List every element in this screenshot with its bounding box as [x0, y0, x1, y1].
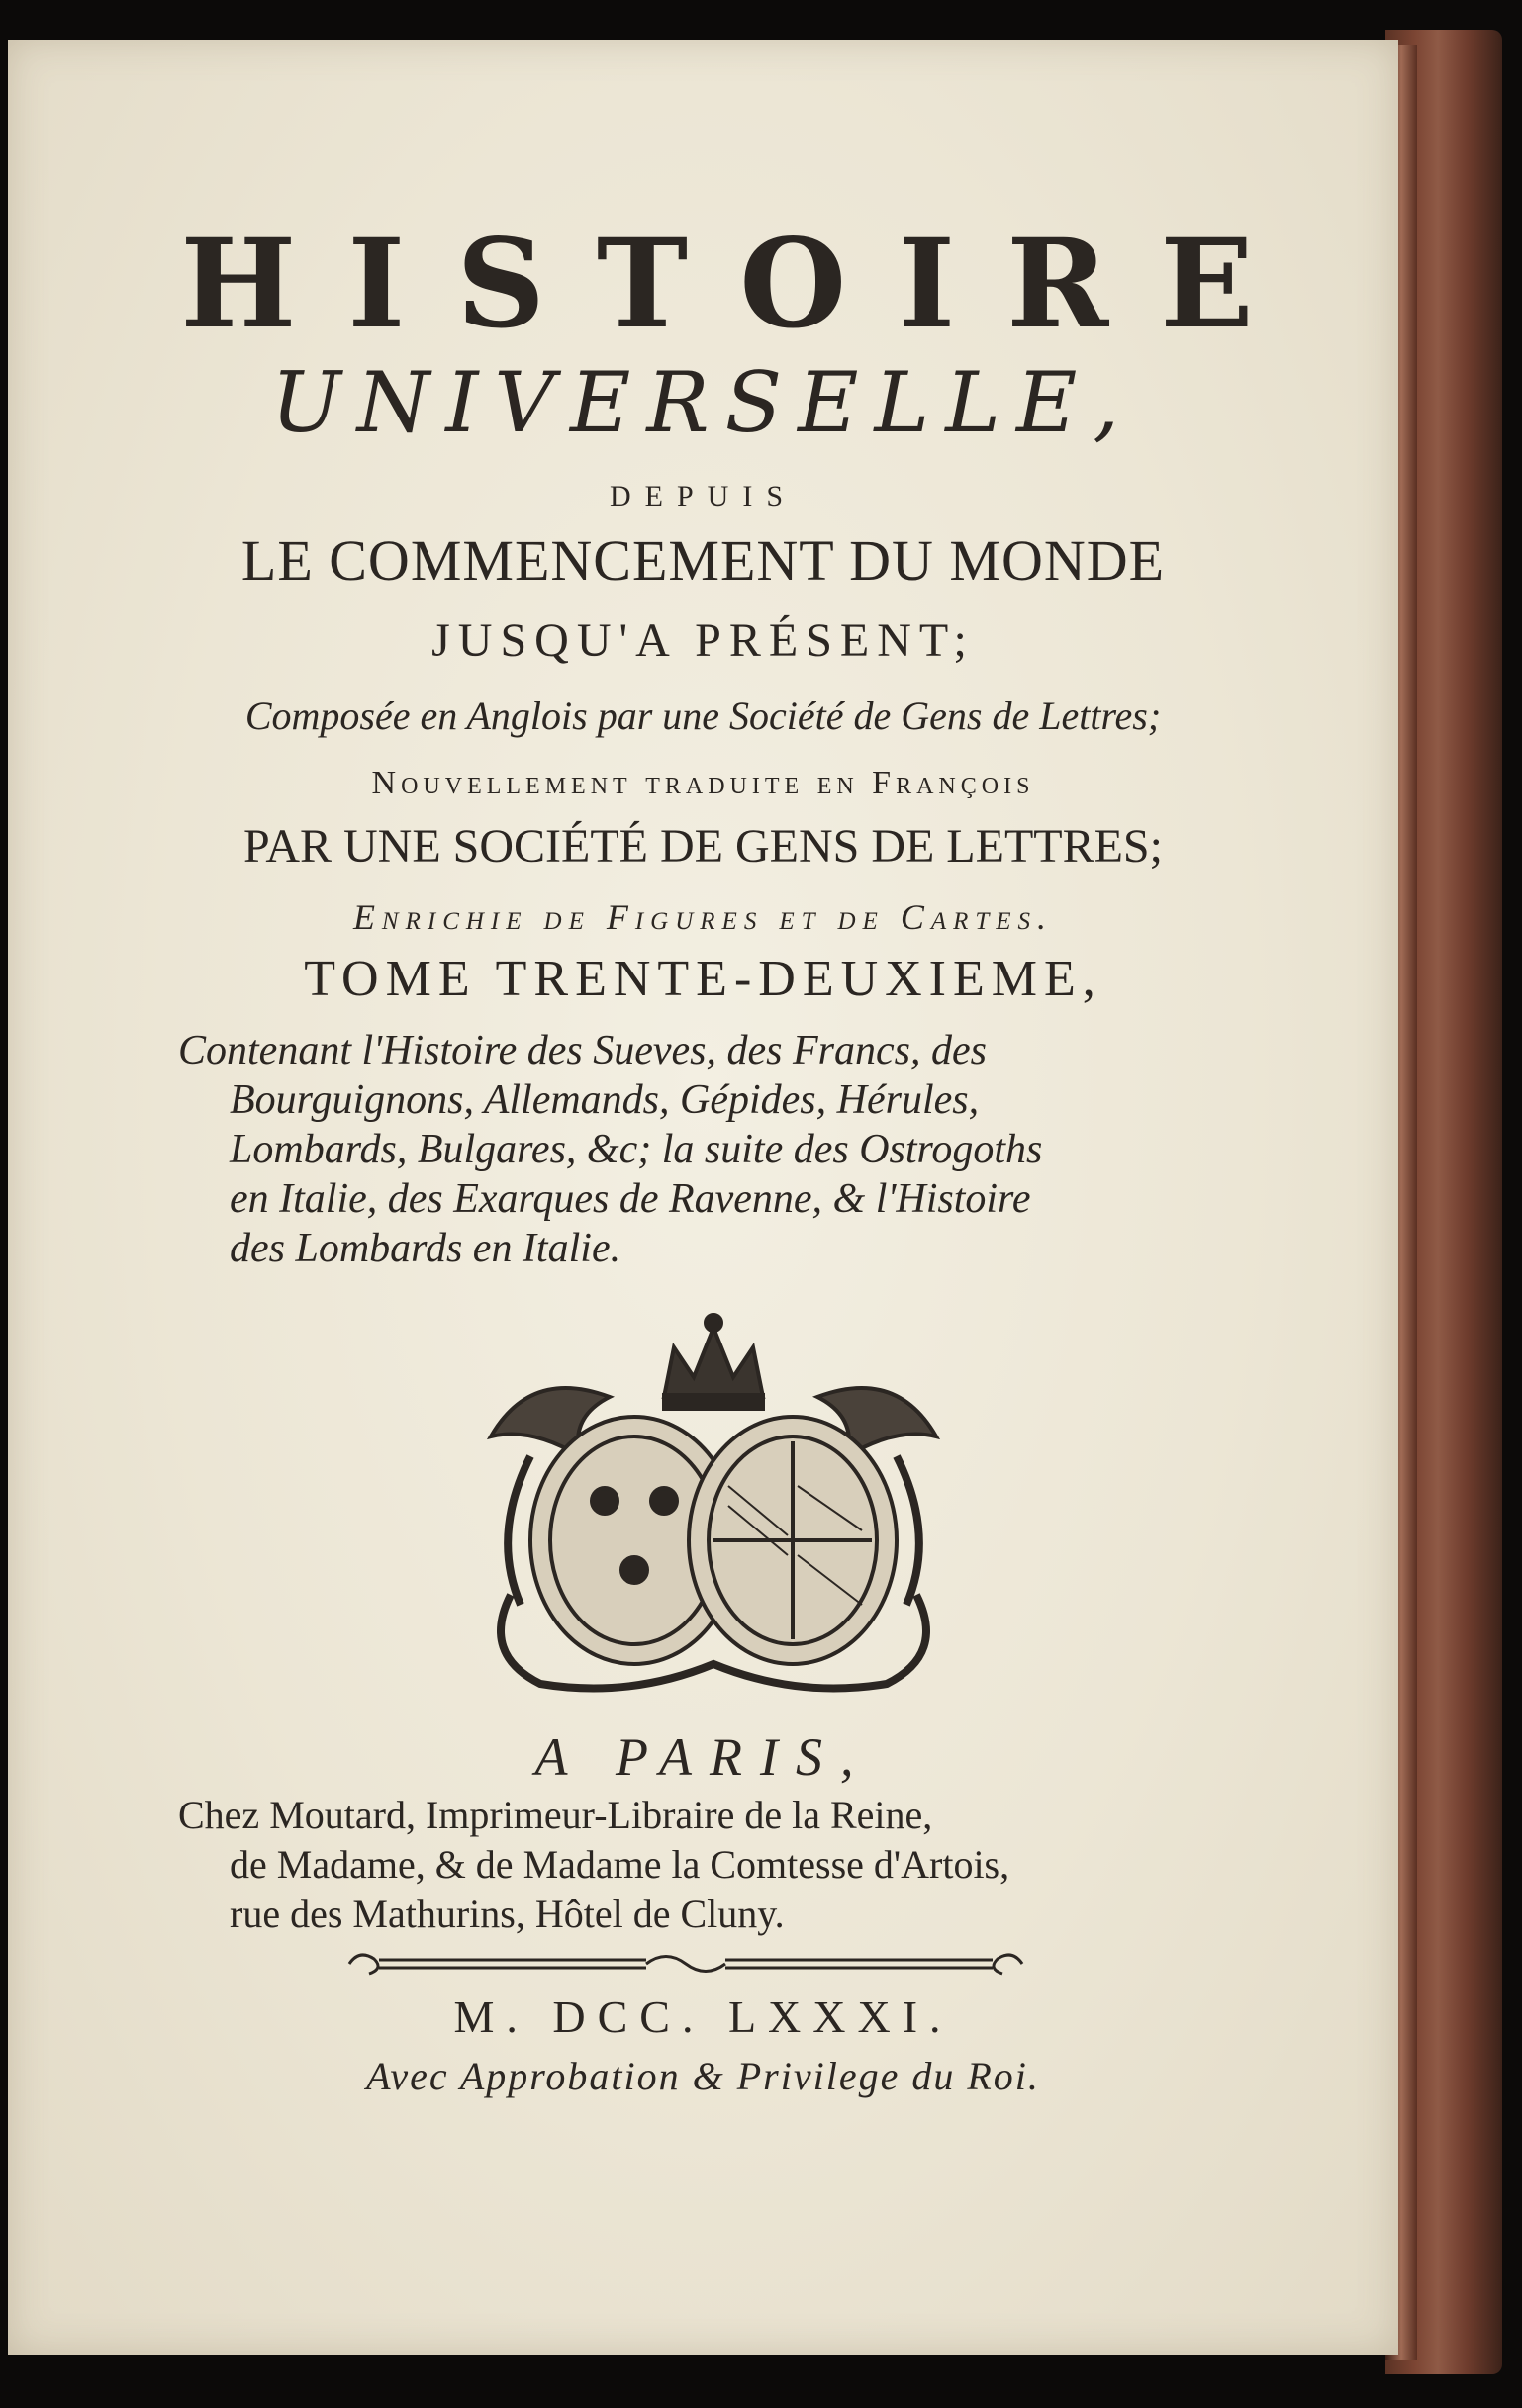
contents-description — [178, 1026, 1217, 1273]
depuis-line: DEPUIS — [609, 480, 797, 512]
society-line: PAR UNE SOCIÉTÉ DE GENS DE LETTRES; — [243, 820, 1163, 873]
composee-line: Composée en Anglois par une Société de Gens de Lettres; — [244, 694, 1162, 738]
volume-line: TOME TRENTE-DEUXIEME, — [304, 951, 1102, 1007]
imprint-line: de Madame, & de Madame la Comtesse d'Artois, — [230, 1842, 1010, 1887]
translation-line: Nouvellement traduite en François — [371, 765, 1035, 801]
contents-line: Lombards, Bulgares, &c; la suite des Ostrogoths — [230, 1127, 1043, 1172]
contents-line: Bourguignons, Allemands, Gépides, Hérules, — [230, 1077, 980, 1123]
jusqua-line: JUSQU'A PRÉSENT; — [431, 614, 975, 667]
imprint-line: rue des Mathurins, Hôtel de Cluny. — [230, 1892, 785, 1936]
place-of-publication: A PARIS, — [534, 1727, 872, 1787]
royal-coat-of-arms-icon — [471, 1308, 956, 1702]
contents-line: en Italie, des Exarques de Ravenne, & l'Histoire — [230, 1176, 1031, 1222]
book-subtitle: UNIVERSELLE, — [270, 354, 1136, 451]
commencement-line: LE COMMENCEMENT DU MONDE — [240, 528, 1166, 593]
title-page — [8, 40, 1398, 2355]
publication-year: M. DCC. LXXXI. — [453, 1991, 953, 2042]
enrichie-line: Enrichie de Figures et de Cartes. — [352, 897, 1054, 937]
contents-line: Contenant l'Histoire des Sueves, des Francs, des — [178, 1028, 987, 1073]
book-title: HISTOIRE — [180, 213, 1305, 356]
contents-line: des Lombards en Italie. — [230, 1226, 621, 1271]
imprint-line: Chez Moutard, Imprimeur-Libraire de la Reine, — [178, 1793, 933, 1837]
privilege-line: Avec Approbation & Privilege du Roi. — [366, 2054, 1040, 2098]
decorative-rule-icon — [339, 1944, 1032, 1984]
publisher-imprint — [178, 1791, 1217, 1939]
